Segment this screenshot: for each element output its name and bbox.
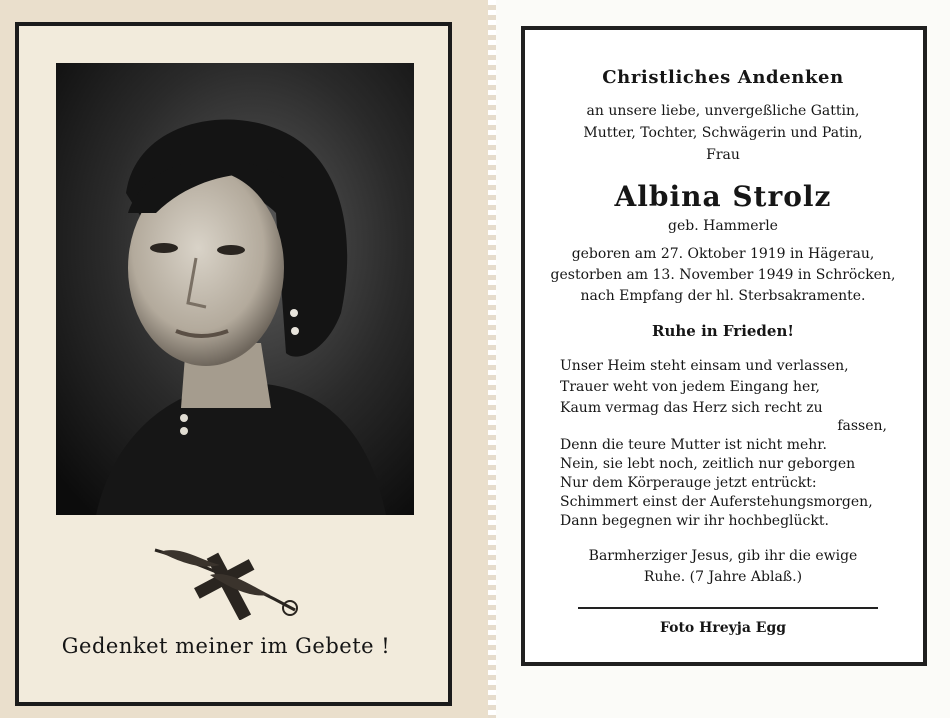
dedication-line: Mutter, Tochter, Schwägerin und Patin, [583,125,863,141]
poem-line: Denn die teure Mutter ist nicht mehr. [560,437,827,453]
birth-line: geboren am 27. Oktober 1919 in Hägerau, [571,246,875,262]
cross-and-palm-icon [150,540,310,620]
death-line: gestorben am 13. November 1949 in Schröcken, [550,267,896,283]
poem-line: Unser Heim steht einsam und verlassen, [560,358,849,374]
poem-line: Dann begegnen wir ihr hochbeglückt. [560,513,829,529]
maiden-name: geb. Hammerle [668,218,778,234]
rest-in-peace: Ruhe in Frieden! [652,322,794,340]
divider [578,607,878,609]
poem-line: Kaum vermag das Herz sich recht zu [560,400,823,416]
deceased-name: Albina Strolz [614,180,832,213]
poem-line: Nur dem Körperauge jetzt entrückt: [560,475,817,491]
sacraments-line: nach Empfang der hl. Sterbsakramente. [580,288,866,304]
poem-line: Schimmert einst der Auferstehungsmorgen, [560,494,873,510]
poem-line: Trauer weht von jedem Eingang her, [560,379,820,395]
card-heading: Christliches Andenken [602,67,844,88]
portrait-photo [56,63,414,515]
prayer-line: Barmherziger Jesus, gib ihr die ewige [588,548,858,564]
perforated-edge [488,0,496,718]
dedication-line: Frau [706,147,740,163]
dedication-line: an unsere liebe, unvergeßliche Gattin, [586,103,860,119]
poem-line: fassen, [837,418,887,434]
prayer-line: Ruhe. (7 Jahre Ablaß.) [643,569,803,585]
poem-line: Nein, sie lebt noch, zeitlich nur geborgen [560,456,856,472]
photo-credit: Foto Hreyja Egg [659,620,787,636]
prayer-caption: Gedenket meiner im Gebete ! [61,634,391,658]
